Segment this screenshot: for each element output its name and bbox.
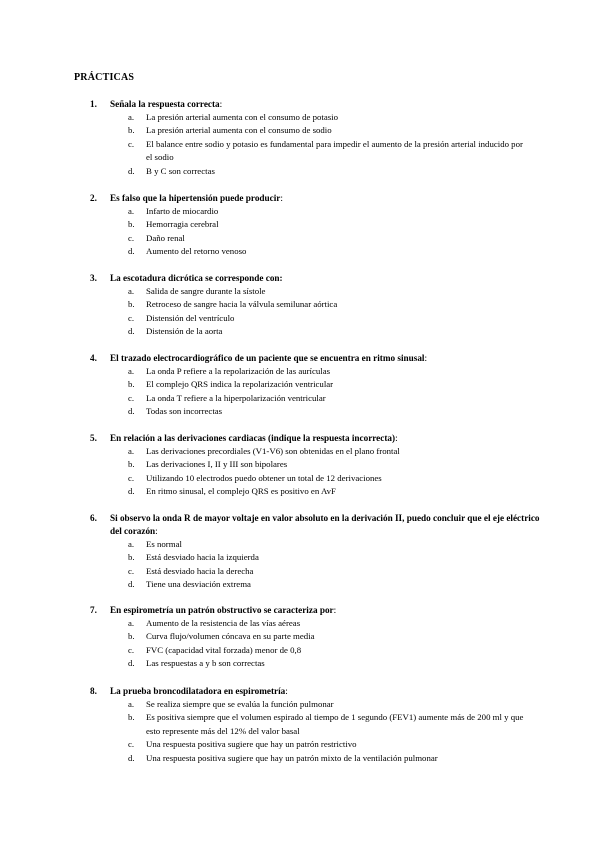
- question-prompt: Si observo la onda R de mayor voltaje en valor absoluto en la derivación II, puedo concluir que el eje eléctrico del corazón:: [110, 513, 540, 536]
- option-c: c. Está desviado hacia la derecha: [128, 565, 254, 576]
- option-b: b. Hemorragia cerebral: [128, 219, 219, 230]
- question-number: 3.: [90, 273, 97, 283]
- option-d: d. Todas son incorrectas: [128, 406, 223, 417]
- option-b: b. El complejo QRS indica la repolarización ventricular: [128, 379, 334, 390]
- option-a: a. Infarto de miocardio: [128, 206, 219, 216]
- option-d: d. B y C son correctas: [128, 165, 215, 176]
- option-b: b. Retroceso de sangre hacia la válvula semilunar aórtica: [128, 299, 338, 310]
- question-8: [0, 685, 600, 765]
- option-a: a. Es normal: [128, 539, 182, 549]
- option-d: d. Las respuestas a y b son correctas: [128, 658, 265, 669]
- option-a: a. Las derivaciones precordiales (V1-V6) son obtenidas en el plano frontal: [128, 446, 400, 456]
- question-number: 7.: [90, 605, 97, 615]
- question-prompt: La prueba broncodilatadora en espirometría:: [110, 686, 288, 696]
- option-c: c. La onda T refiere a la hiperpolarización ventricular: [128, 392, 326, 403]
- question-number: 2.: [90, 193, 97, 203]
- option-a: a. Salida de sangre durante la sístole: [128, 286, 266, 296]
- option-b: b. La presión arterial aumenta con el consumo de sodio: [128, 125, 332, 136]
- option-a: a. La onda P refiere a la repolarización de las aurículas: [128, 366, 331, 376]
- option-c: c. Utilizando 10 electrodos puedo obtener un total de 12 derivaciones: [128, 472, 382, 483]
- question-number: 5.: [90, 433, 97, 443]
- question-prompt: En relación a las derivaciones cardiacas (indique la respuesta incorrecta):: [110, 433, 398, 443]
- question-5: [0, 432, 600, 499]
- option-c: c. Una respuesta positiva sugiere que hay un patrón restrictivo: [128, 739, 357, 750]
- option-b: b. Curva flujo/volumen cóncava en su parte media: [128, 631, 315, 642]
- question-6: [0, 512, 600, 592]
- question-4: [0, 352, 600, 419]
- question-prompt: El trazado electrocardiográfico de un paciente que se encuentra en ritmo sinusal:: [110, 353, 428, 363]
- question-prompt: En espirometría un patrón obstructivo se caracteriza por:: [110, 605, 337, 615]
- question-prompt: Es falso que la hipertensión puede producir:: [110, 193, 283, 203]
- question-2: [0, 192, 600, 259]
- option-a: a. Aumento de la resistencia de las vías aéreas: [128, 618, 301, 628]
- question-number: 8.: [90, 686, 97, 696]
- question-7: [0, 604, 600, 671]
- question-number: 1.: [90, 99, 97, 109]
- option-d: d. En ritmo sinusal, el complejo QRS es positivo en AvF: [128, 486, 336, 497]
- option-d: d. Tiene una desviación extrema: [128, 579, 251, 590]
- option-d: d. Aumento del retorno venoso: [128, 246, 247, 257]
- option-d: d. Distensión de la aorta: [128, 326, 223, 337]
- question-number: 4.: [90, 353, 97, 363]
- page-title: PRÁCTICAS: [74, 72, 135, 83]
- option-c: c. El balance entre sodio y potasio es fundamental para impedir el aumento de la presión arterial inducido por el sodio: [128, 138, 523, 163]
- option-c: c. FVC (capacidad vital forzada) menor de 0,8: [128, 644, 302, 655]
- option-b: b. Las derivaciones I, II y III son bipolares: [128, 459, 288, 470]
- question-prompt: Señala la respuesta correcta:: [110, 99, 223, 109]
- question-number: 6.: [90, 513, 97, 523]
- question-3: [0, 272, 600, 339]
- question-prompt: La escotadura dicrótica se corresponde con:: [110, 273, 283, 283]
- option-c: c. Distensión del ventrículo: [128, 312, 235, 323]
- question-1: [0, 98, 600, 178]
- option-b: b. Está desviado hacia la izquierda: [128, 552, 259, 563]
- option-a: a. Se realiza siempre que se evalúa la función pulmonar: [128, 699, 334, 709]
- option-d: d. Una respuesta positiva sugiere que hay un patrón mixto de la ventilación pulmonar: [128, 752, 438, 763]
- option-b: b. Es positiva siempre que el volumen espirado al tiempo de 1 segundo (FEV1) aumente más de 200 ml y que esto represente más del 12% del valor basal: [128, 712, 524, 736]
- option-c: c. Daño renal: [128, 232, 185, 243]
- option-a: a. La presión arterial aumenta con el consumo de potasio: [128, 112, 338, 122]
